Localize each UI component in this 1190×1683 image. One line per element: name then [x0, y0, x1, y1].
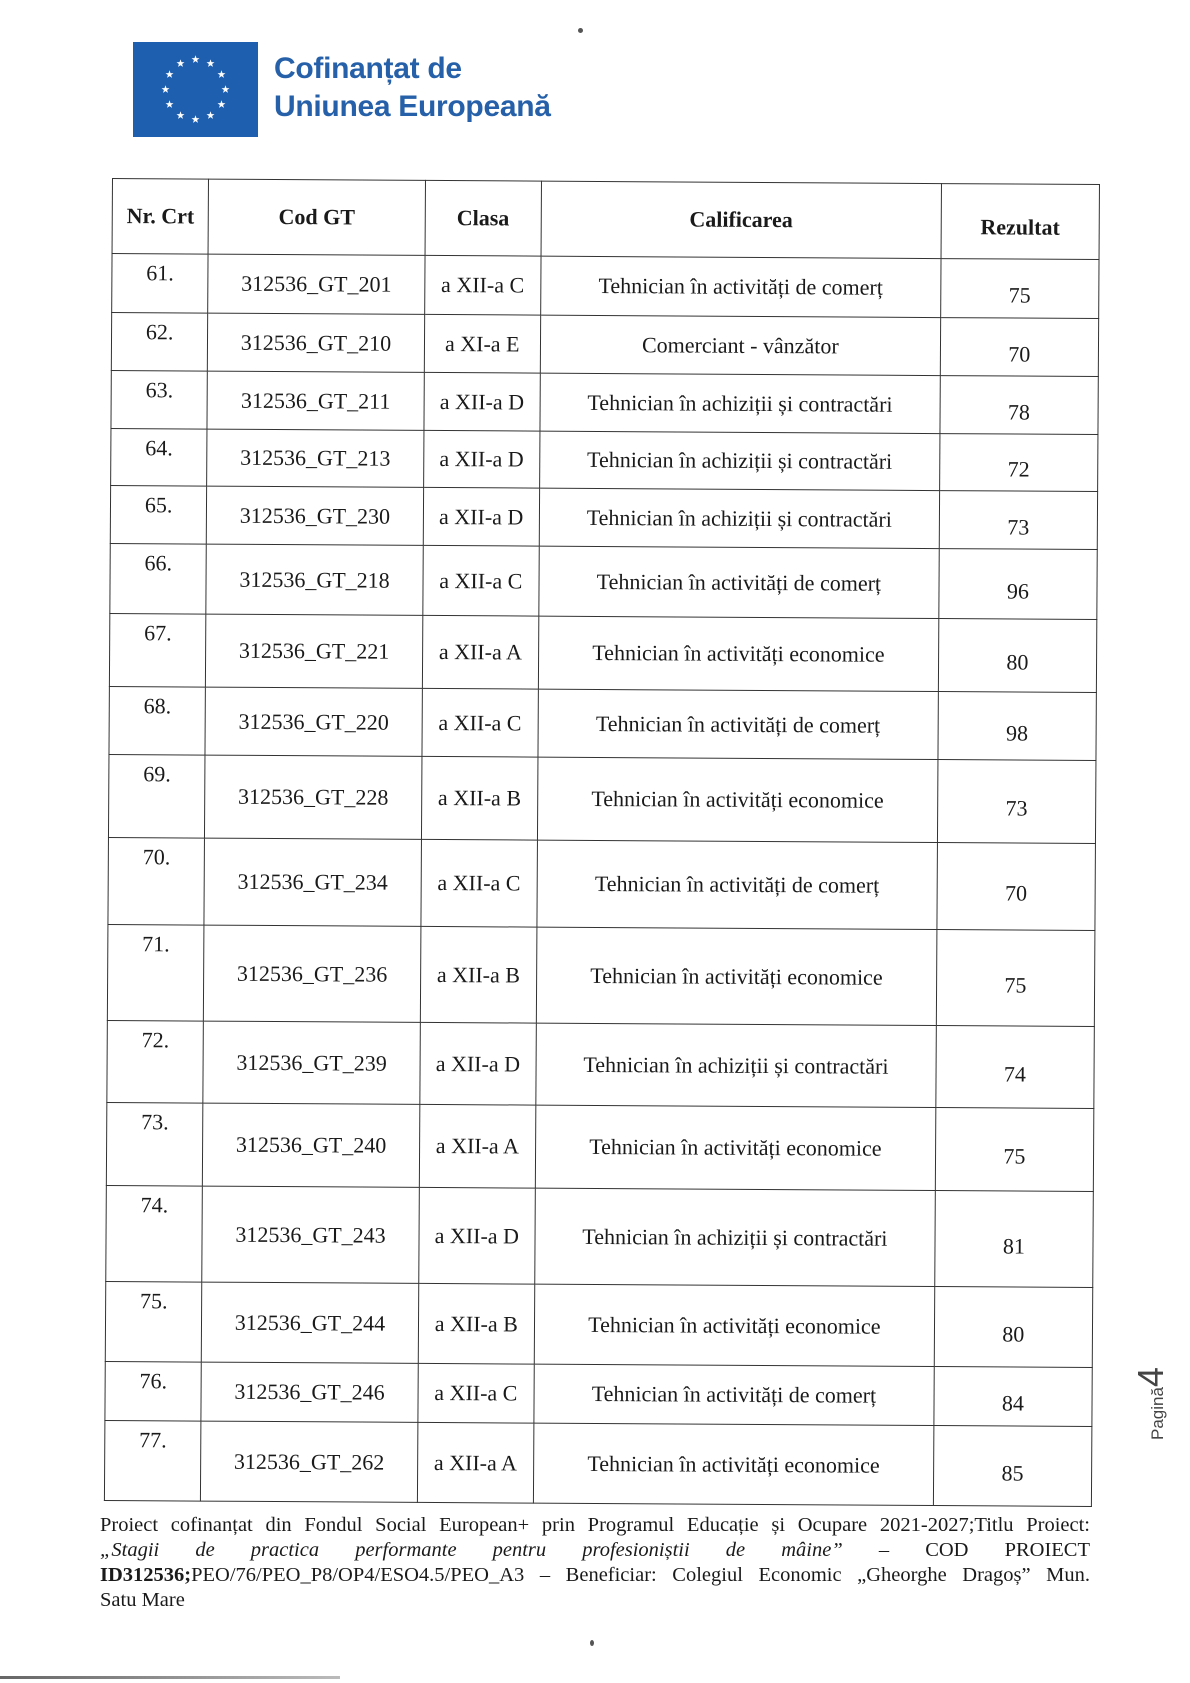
table-row — [110, 543, 1097, 619]
star-icon — [162, 85, 170, 93]
page-label: Pagină — [1148, 1387, 1167, 1440]
table-row — [109, 613, 1096, 692]
beneficiary-text: PEO/76/PEO_P8/OP4/ESO4.5/PEO_A3 – Beneficiar: Colegiul Economic „Gheorghe Dragoș” Mun. — [191, 1564, 1090, 1586]
scan-edge-line — [0, 1676, 340, 1679]
rezultat-cell: 70 — [937, 843, 1096, 931]
project-id: ID312536; — [100, 1564, 192, 1586]
row-number: 66. — [110, 543, 207, 614]
scan-speck — [578, 28, 583, 33]
column-header-cod-gt: Cod GT — [208, 179, 425, 255]
calificare-cell: Tehnician în achiziții și contractări — [540, 431, 940, 490]
rezultat-cell: 70 — [940, 318, 1099, 377]
row-number: 63. — [111, 370, 208, 429]
star-icon — [207, 59, 215, 67]
calificare-cell: Tehnician în achiziții și contractări — [539, 488, 939, 548]
calificare-cell: Tehnician în activități economice — [537, 757, 937, 842]
rezultat-cell: 73 — [937, 760, 1096, 844]
star-icon — [222, 85, 230, 93]
calificare-cell: Tehnician în activități de comerț — [534, 1364, 934, 1425]
table-row — [104, 1420, 1091, 1506]
row-number: 76. — [105, 1361, 202, 1421]
cod-gt-cell: 312536_GT_239 — [203, 1021, 420, 1104]
star-icon — [207, 111, 215, 119]
logo-line-1: Cofinanțat de — [274, 52, 462, 85]
cod-gt-cell: 312536_GT_244 — [202, 1282, 419, 1363]
rezultat-cell: 80 — [934, 1287, 1093, 1368]
cod-gt-cell: 312536_GT_240 — [203, 1103, 420, 1187]
star-icon — [192, 115, 200, 123]
calificare-cell: Comerciant - vânzător — [540, 315, 940, 375]
cod-gt-cell: 312536_GT_228 — [205, 755, 422, 839]
eu-flag-logo — [133, 42, 258, 137]
cod-gt-cell: 312536_GT_230 — [207, 486, 424, 545]
footer-line-2 — [100, 1538, 1090, 1563]
rezultat-cell: 80 — [938, 619, 1097, 693]
clasa-cell: a XII-a C — [421, 839, 538, 927]
table-row — [110, 485, 1097, 549]
eu-cofunding-label — [274, 50, 551, 126]
table-row — [106, 1102, 1093, 1191]
row-number: 65. — [110, 485, 207, 544]
column-header-clasa: Clasa — [425, 180, 542, 256]
page-number — [1130, 1367, 1172, 1440]
clasa-cell: a XII-a D — [423, 430, 540, 488]
project-footer — [100, 1513, 1090, 1613]
rezultat-cell: 85 — [933, 1426, 1092, 1507]
star-icon — [217, 100, 225, 108]
star-icon — [166, 70, 174, 78]
clasa-cell: a XI-a E — [424, 314, 541, 373]
rezultat-cell: 98 — [938, 692, 1097, 761]
logo-line-2: Uniunea Europeană — [274, 90, 551, 123]
row-number: 72. — [107, 1020, 204, 1103]
rezultat-cell: 75 — [936, 930, 1095, 1027]
row-number: 62. — [111, 313, 208, 372]
row-number: 64. — [111, 428, 208, 486]
clasa-cell: a XII-a A — [422, 615, 539, 689]
table-row — [109, 686, 1096, 760]
row-number: 70. — [108, 837, 205, 925]
row-number: 69. — [108, 754, 205, 838]
table-row — [106, 1185, 1094, 1287]
rezultat-cell: 84 — [934, 1367, 1093, 1427]
cod-gt-cell: 312536_GT_234 — [204, 838, 421, 926]
footer-line-4: Satu Mare — [100, 1589, 185, 1611]
cod-gt-cell: 312536_GT_243 — [202, 1186, 419, 1283]
calificare-cell: Tehnician în achiziții și contractări — [535, 1188, 935, 1286]
cod-gt-cell: 312536_GT_236 — [204, 925, 421, 1022]
star-icon — [166, 100, 174, 108]
table-header-row — [112, 179, 1099, 260]
project-title: „Stagii de practica performante pentru profesioniștii de mâine” — [100, 1539, 843, 1561]
row-number: 74. — [106, 1185, 203, 1282]
calificare-cell: Tehnician în activități de comerț — [539, 546, 939, 618]
calificare-cell: Tehnician în activități economice — [533, 1423, 933, 1505]
cod-gt-cell: 312536_GT_213 — [207, 429, 424, 487]
calificare-cell: Tehnician în activități de comerț — [537, 840, 937, 929]
cod-gt-cell: 312536_GT_221 — [206, 614, 423, 688]
clasa-cell: a XII-a B — [420, 926, 537, 1023]
cod-gt-cell: 312536_GT_262 — [201, 1421, 418, 1502]
table-row — [107, 1020, 1094, 1108]
clasa-cell: a XII-a D — [423, 487, 540, 546]
rezultat-cell: 72 — [939, 434, 1098, 492]
rezultat-cell: 75 — [935, 1108, 1094, 1192]
project-code-label: – COD PROIECT — [842, 1539, 1090, 1561]
calificare-cell: Tehnician în activități de comerț — [538, 689, 938, 759]
cod-gt-cell: 312536_GT_211 — [207, 371, 424, 430]
clasa-cell: a XII-a D — [424, 372, 541, 431]
calificare-cell: Tehnician în activități economice — [534, 1284, 934, 1366]
column-header-rezultat: Rezultat — [941, 184, 1100, 260]
cod-gt-cell: 312536_GT_201 — [208, 254, 425, 314]
row-number: 77. — [104, 1420, 201, 1501]
clasa-cell: a XII-a A — [417, 1422, 534, 1503]
clasa-cell: a XII-a C — [422, 545, 539, 616]
cod-gt-cell: 312536_GT_220 — [205, 687, 422, 756]
table-row — [112, 254, 1099, 319]
calificare-cell: Tehnician în activități economice — [535, 1105, 935, 1190]
column-header-nr-crt: Nr. Crt — [112, 179, 209, 255]
rezultat-cell: 81 — [935, 1191, 1094, 1288]
clasa-cell: a XII-a B — [418, 1283, 535, 1364]
cod-gt-cell: 312536_GT_218 — [206, 544, 423, 615]
rezultat-cell: 75 — [940, 259, 1099, 319]
row-number: 61. — [112, 254, 209, 314]
table-row — [108, 837, 1096, 930]
table-row — [105, 1281, 1092, 1367]
row-number: 67. — [109, 613, 206, 687]
table-row — [111, 370, 1098, 434]
clasa-cell: a XII-a C — [422, 688, 539, 757]
star-icon — [177, 111, 185, 119]
clasa-cell: a XII-a C — [418, 1363, 535, 1423]
clasa-cell: a XII-a D — [418, 1187, 535, 1284]
calificare-cell: Tehnician în activități economice — [536, 927, 936, 1025]
calificare-cell: Tehnician în activități economice — [538, 616, 938, 691]
clasa-cell: a XII-a A — [419, 1104, 536, 1188]
table-row — [111, 313, 1098, 377]
page-number-value: 4 — [1130, 1367, 1171, 1388]
calificare-cell: Tehnician în achiziții și contractări — [540, 373, 940, 433]
rezultat-cell: 74 — [936, 1026, 1095, 1109]
rezultat-cell: 78 — [940, 376, 1099, 435]
footer-line-1: Proiect cofinanțat din Fondul Social European+ prin Programul Educație și Ocupare 2021-2027;Titlu Proiect: — [100, 1514, 1090, 1536]
clasa-cell: a XII-a D — [419, 1022, 536, 1105]
table-row — [108, 754, 1095, 843]
table-row — [107, 924, 1095, 1026]
scan-speck — [590, 1640, 594, 1646]
table-row — [111, 428, 1098, 491]
calificare-cell: Tehnician în activități de comerț — [541, 256, 941, 317]
row-number: 75. — [105, 1281, 202, 1362]
star-icon — [217, 70, 225, 78]
results-table — [104, 178, 1100, 1507]
table-row — [105, 1361, 1092, 1426]
column-header-calificarea: Calificarea — [541, 181, 941, 258]
eu-stars-icon — [133, 42, 258, 137]
rezultat-cell: 73 — [939, 491, 1098, 550]
star-icon — [177, 59, 185, 67]
clasa-cell: a XII-a C — [424, 255, 541, 315]
calificare-cell: Tehnician în achiziții și contractări — [536, 1023, 936, 1107]
cod-gt-cell: 312536_GT_246 — [201, 1362, 418, 1422]
row-number: 73. — [106, 1102, 203, 1186]
cod-gt-cell: 312536_GT_210 — [208, 313, 425, 372]
clasa-cell: a XII-a B — [421, 756, 538, 840]
star-icon — [192, 55, 200, 63]
rezultat-cell: 96 — [939, 549, 1098, 620]
row-number: 71. — [107, 924, 204, 1021]
footer-line-3 — [100, 1563, 1090, 1588]
row-number: 68. — [109, 686, 206, 755]
